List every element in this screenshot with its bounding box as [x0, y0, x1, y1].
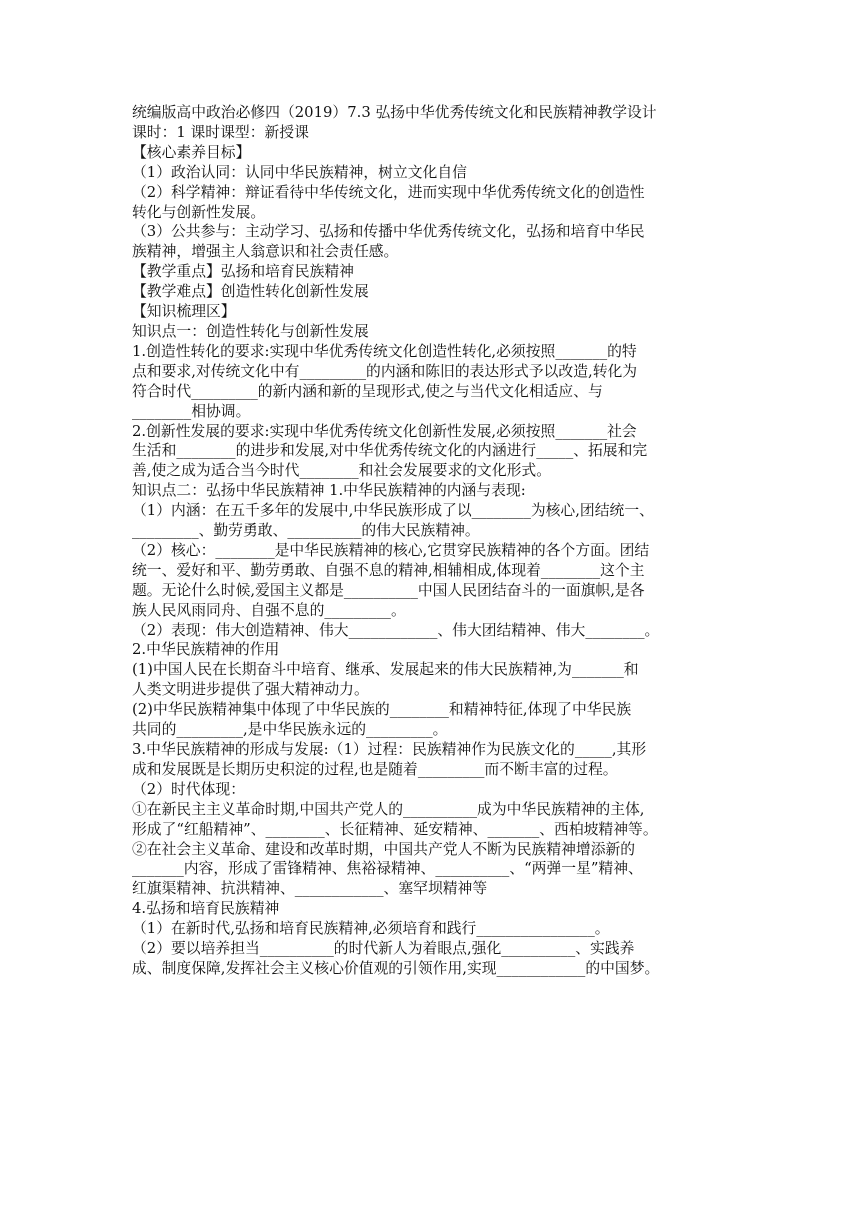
document-line: （1）在新时代,弘扬和培育民族精神,必须培育和践行________________。: [132, 920, 610, 938]
document-line: 人类文明进步提供了强大精神动力。: [132, 681, 369, 699]
document-line: 2.创新性发展的要求:实现中华优秀传统文化创新性发展,必须按照_______社会: [132, 422, 637, 440]
document-line: _______内容，形成了雷锋精神、焦裕禄精神、__________、“两弹一星”精神、: [132, 860, 643, 878]
document-line: 善,使之成为适合当今时代________和社会发展要求的文化形式。: [132, 462, 552, 480]
document-line: 3.中华民族精神的形成与发展:（1）过程：民族精神作为民族文化的_____,其形: [132, 741, 647, 758]
document-line: 4.弘扬和培育民族精神: [132, 900, 280, 918]
document-line: 统一、爱好和平、勤劳勇敢、自强不息的精神,相辅相成,体现着________这个主: [132, 561, 645, 579]
document-line: 2.中华民族精神的作用: [132, 641, 280, 659]
document-line: 成、制度保障,发挥社会主义核心价值观的引领作用,实现____________的中国梦。: [132, 959, 660, 977]
document-line: ②在社会主义革命、建设和改革时期，中国共产党人不断为民族精神增添新的: [132, 840, 636, 858]
document-line: 族精神，增强主人翁意识和社会责任感。: [132, 243, 399, 261]
document-line: 成和发展既是长期历史积淀的过程,也是随着_________而不断丰富的过程。: [132, 760, 618, 778]
document-line: （2）核心：________是中华民族精神的核心,它贯穿民族精神的各个方面。团结: [132, 541, 650, 559]
document-line: 【知识梳理区】: [132, 303, 236, 321]
document-line: （2）时代体现：: [132, 780, 245, 798]
document-line: （1）内涵：在五千多年的发展中,中华民族形成了以________为核心,团结统一、: [132, 502, 654, 520]
document-body: [132, 103, 760, 979]
document-line: （2）科学精神：辩证看待中华传统文化，进而实现中华优秀传统文化的创造性: [132, 183, 645, 201]
document-line: 1.创造性转化的要求:实现中华优秀传统文化创造性转化,必须按照_______的特: [132, 342, 637, 360]
document-line: 【核心素养目标】: [132, 143, 251, 161]
document-line: 知识点二：弘扬中华民族精神 1.中华民族精神的内涵与表现:: [132, 482, 526, 500]
document-line: 族人民风雨同舟、自强不息的_________。: [132, 601, 406, 619]
document-line: 转化与创新性发展。: [132, 203, 266, 221]
document-line: 题。无论什么时候,爱国主义都是__________中国人民团结奋斗的一面旗帜,是各: [132, 581, 645, 599]
document-line: 符合时代_________的新内涵和新的呈现形式,使之与当代文化相适应、与: [132, 382, 603, 400]
document-line: 【教学重点】弘扬和培育民族精神: [132, 263, 354, 281]
document-line: (2)中华民族精神集中体现了中华民族的________和精神特征,体现了中华民族: [132, 701, 632, 719]
document-line: _________、勤劳勇敢、__________的伟大民族精神。: [132, 522, 480, 540]
document-line: ①在新民主主义革命时期,中国共产党人的__________成为中华民族精神的主体,: [132, 800, 645, 818]
document-line: 知识点一：创造性转化与创新性发展: [132, 322, 369, 340]
document-line: 共同的_________,是中华民族永远的_________。: [132, 721, 448, 739]
document-line: 统编版高中政治必修四（2019）7.3 弘扬中华优秀传统文化和民族精神教学设计: [132, 104, 657, 121]
document-line: 【教学难点】创造性转化创新性发展: [132, 283, 369, 301]
document-line: （1）政治认同：认同中华民族精神，树立文化自信: [132, 163, 467, 181]
document-line: 课时：1 课时课型：新授课: [132, 123, 309, 141]
document-line: (1)中国人民在长期奋斗中培育、继承、发展起来的伟大民族精神,为_______和: [132, 661, 639, 679]
document-line: 红旗渠精神、抗洪精神、____________、塞罕坝精神等: [132, 880, 488, 898]
document-line: ________相协调。: [132, 402, 251, 420]
document-line: （2）表现：伟大创造精神、伟大____________、伟大团结精神、伟大________。: [132, 621, 660, 639]
document-line: （3）公共参与：主动学习、弘扬和传播中华优秀传统文化，弘扬和培育中华民: [132, 223, 645, 241]
document-line: 生活和________的进步和发展,对中华优秀传统文化的内涵进行_____、拓展和完: [132, 442, 648, 460]
document-line: 形成了“红船精神”、________、长征精神、延安精神、_______、西柏坡精神等。: [132, 820, 658, 838]
document-line: 点和要求,对传统文化中有_________的内涵和陈旧的表达形式予以改造,转化为: [132, 362, 638, 380]
document-line: （2）要以培养担当__________的时代新人为着眼点,强化__________、实践养: [132, 940, 635, 958]
